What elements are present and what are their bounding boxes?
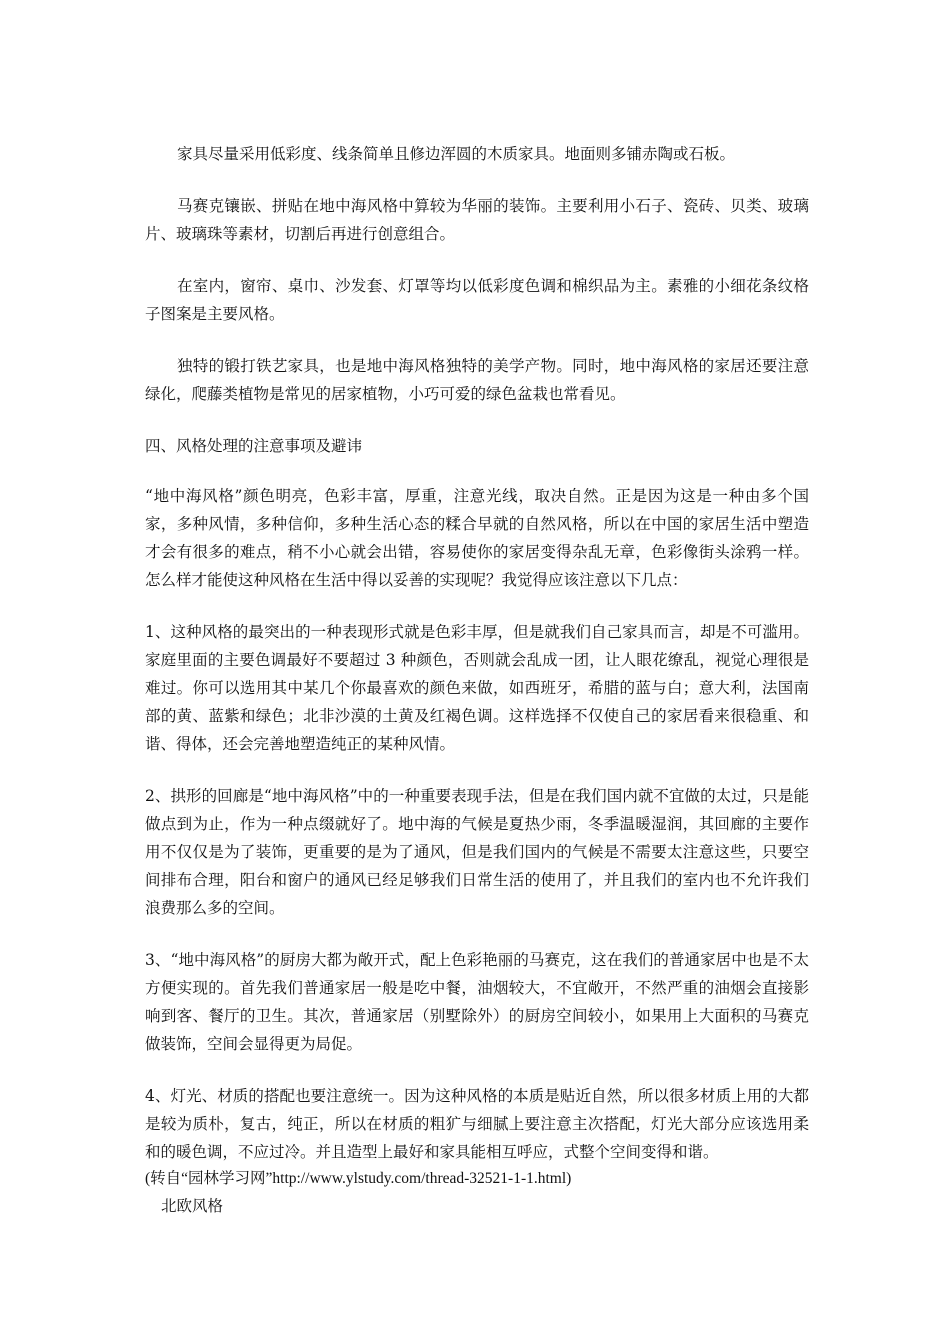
list-item-3: 3、“地中海风格”的厨房大都为敞开式，配上色彩艳丽的马赛克，这在我们的普通家居中也是不太方便实现的。首先我们普通家居一般是吃中餐，油烟较大，不宜敞开，不然严重的油烟会直接影响到客、餐厅的卫生。其次，普通家居（别墅除外）的厨房空间较小，如果用上大面积的马赛克做装饰，空间会显得更为局促。	[145, 951, 809, 1053]
section-heading-4: 四、风格处理的注意事项及避讳	[145, 437, 363, 455]
paragraph-mosaic: 马赛克镶嵌、拼贴在地中海风格中算较为华丽的装饰。主要利用小石子、瓷砖、贝类、玻璃片、玻璃珠等素材，切割后再进行创意组合。	[145, 197, 809, 243]
paragraph-textiles: 在室内，窗帘、桌巾、沙发套、灯罩等均以低彩度色调和棉织品为主。素雅的小细花条纹格子图案是主要风格。	[145, 277, 809, 323]
paragraph-furniture: 家具尽量采用低彩度、线条简单且修边浑圆的木质家具。地面则多铺赤陶或石板。	[177, 145, 736, 163]
source-citation: (转自“园林学习网”http://www.ylstudy.com/thread-32521-1-1.html)	[145, 1170, 572, 1187]
list-item-1: 1、这种风格的最突出的一种表现形式就是色彩丰厚，但是就我们自己家具而言，却是不可滥用。家庭里面的主要色调最好不要超过 3 种颜色，否则就会乱成一团，让人眼花缭乱，视觉心理很是难过。你可以选用其中某几个你最喜欢的颜色来做，如西班牙，希腊的蓝与白；意大利，法国南部的黄、蓝紫和绿色；北非沙漠的土黄及红褐色调。这样选择不仅使自己的家居看来很稳重、和谐、得体，还会完善地塑造纯正的某种风情。	[145, 623, 809, 753]
list-item-4: 4、灯光、材质的搭配也要注意统一。因为这种风格的本质是贴近自然，所以很多材质上用的大都是较为质朴，复古，纯正，所以在材质的粗犷与细腻上要注意主次搭配，灯光大部分应该选用柔和的暖色调，不应过冷。并且造型上最好和家具能相互呼应，式整个空间变得和谐。	[145, 1087, 809, 1161]
paragraph-ironwork: 独特的锻打铁艺家具，也是地中海风格独特的美学产物。同时，地中海风格的家居还要注意绿化，爬藤类植物是常见的居家植物，小巧可爱的绿色盆栽也常看见。	[145, 357, 809, 403]
document-page	[145, 140, 809, 1220]
section-title-nordic: 北欧风格	[161, 1197, 224, 1215]
paragraph-intro-notes: “地中海风格”颜色明亮，色彩丰富，厚重，注意光线，取决自然。正是因为这是一种由多个国家，多种风情，多种信仰，多种生活心态的糅合早就的自然风格，所以在中国的家居生活中塑造才会有很多的难点，稍不小心就会出错，容易使你的家居变得杂乱无章，色彩像街头涂鸦一样。怎么样才能使这种风格在生活中得以妥善的实现呢？我觉得应该注意以下几点：	[145, 487, 809, 589]
list-item-2: 2、拱形的回廊是“地中海风格”中的一种重要表现手法，但是在我们国内就不宜做的太过，只是能做点到为止，作为一种点缀就好了。地中海的气候是夏热少雨，冬季温暖湿润，其回廊的主要作用不仅仅是为了装饰，更重要的是为了通风，但是我们国内的气候是不需要太注意这些，只要空间排布合理，阳台和窗户的通风已经足够我们日常生活的使用了，并且我们的室内也不允许我们浪费那么多的空间。	[145, 787, 809, 917]
